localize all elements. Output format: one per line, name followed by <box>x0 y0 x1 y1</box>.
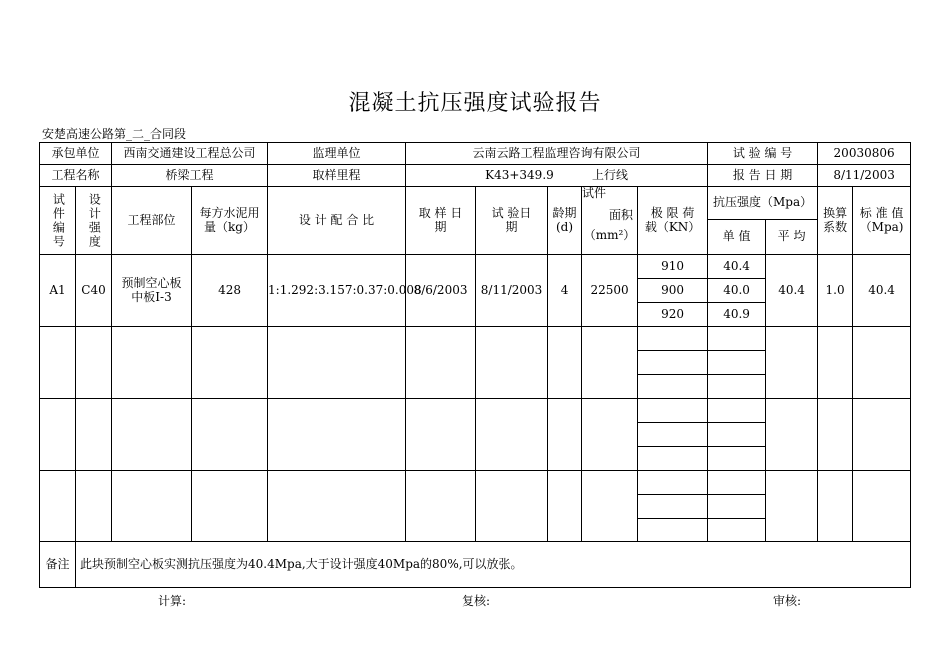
calc-signature: 计算: <box>158 594 187 608</box>
mix-ratio: 1:1.292:3.157:0.37:0.008 <box>268 255 406 327</box>
load-2: 900 <box>638 279 708 303</box>
load-1: 910 <box>638 255 708 279</box>
test-date: 8/11/2003 <box>476 255 548 327</box>
table-row <box>40 327 911 351</box>
audit-signature: 审核: <box>773 594 802 608</box>
col-area-line2: 面积 <box>609 207 634 222</box>
col-specimen-no: 试件编号 <box>40 187 76 255</box>
part <box>112 255 192 327</box>
header-row-2 <box>40 165 911 187</box>
col-mix: 设 计 配 合 比 <box>268 187 406 255</box>
report-date-label: 报 告 日 期 <box>708 165 818 187</box>
col-test-date: 试 验日 期 <box>476 187 548 255</box>
sampling-label: 取样里程 <box>268 165 406 187</box>
contractor-value: 西南交通建设工程总公司 <box>112 143 268 165</box>
col-part: 工程部位 <box>112 187 192 255</box>
report-date-value: 8/11/2003 <box>818 165 911 187</box>
remarks-row <box>40 542 911 588</box>
single-2: 40.0 <box>708 279 766 303</box>
test-no-value: 20030806 <box>818 143 911 165</box>
col-strength: 抗压强度（Mpa） <box>708 187 818 220</box>
factor: 1.0 <box>818 255 853 327</box>
report-title: 混凝土抗压强度试验报告 <box>348 91 602 116</box>
test-no-label: 试 验 编 号 <box>708 143 818 165</box>
col-standard: 标 准 值（Mpa) <box>853 187 911 255</box>
project-label: 工程名称 <box>40 165 112 187</box>
supervisor-label: 监理单位 <box>268 143 406 165</box>
supervisor-value: 云南云路工程监理咨询有限公司 <box>406 143 708 165</box>
remarks-label: 备注 <box>40 542 76 588</box>
col-average: 平 均 <box>766 220 818 255</box>
sampling-station: K43+349.9 <box>485 167 554 182</box>
col-load: 极 限 荷 载（KN） <box>638 187 708 255</box>
area: 22500 <box>582 255 638 327</box>
col-area-line1: 试件 <box>582 186 607 200</box>
report-table <box>39 142 911 588</box>
col-factor: 换算系数 <box>818 187 853 255</box>
col-area <box>582 187 638 255</box>
sampling-value <box>406 165 708 187</box>
col-age: 龄期(d) <box>548 187 582 255</box>
project-value: 桥梁工程 <box>112 165 268 187</box>
specimen-no: A1 <box>40 255 76 327</box>
table-row <box>40 399 911 423</box>
header-row-1 <box>40 143 911 165</box>
table-row <box>40 471 911 495</box>
sample-date: 8/6/2003 <box>406 255 476 327</box>
table-row <box>40 255 911 279</box>
load-3: 920 <box>638 303 708 327</box>
col-single: 单 值 <box>708 220 766 255</box>
age: 4 <box>548 255 582 327</box>
cement: 428 <box>192 255 268 327</box>
standard: 40.4 <box>853 255 911 327</box>
design-strength: C40 <box>76 255 112 327</box>
sampling-direction: 上行线 <box>591 167 628 182</box>
part-line-1: 预制空心板 <box>121 275 182 290</box>
part-line-2: 中板Ⅰ-3 <box>131 289 172 304</box>
single-3: 40.9 <box>708 303 766 327</box>
col-design-strength: 设计强度 <box>76 187 112 255</box>
column-header-row-1 <box>40 187 911 220</box>
col-sample-date: 取 样 日 期 <box>406 187 476 255</box>
single-1: 40.4 <box>708 255 766 279</box>
remarks-text: 此块预制空心板实测抗压强度为40.4Mpa,大于设计强度40Mpa的80%,可以放张。 <box>76 542 911 588</box>
contractor-label: 承包单位 <box>40 143 112 165</box>
average: 40.4 <box>766 255 818 327</box>
review-signature: 复核: <box>462 594 491 608</box>
contract-section: 安楚高速公路第_二_合同段 <box>42 127 187 141</box>
col-area-line3: （mm²） <box>583 227 636 242</box>
col-cement: 每方水泥用量（kg） <box>192 187 268 255</box>
